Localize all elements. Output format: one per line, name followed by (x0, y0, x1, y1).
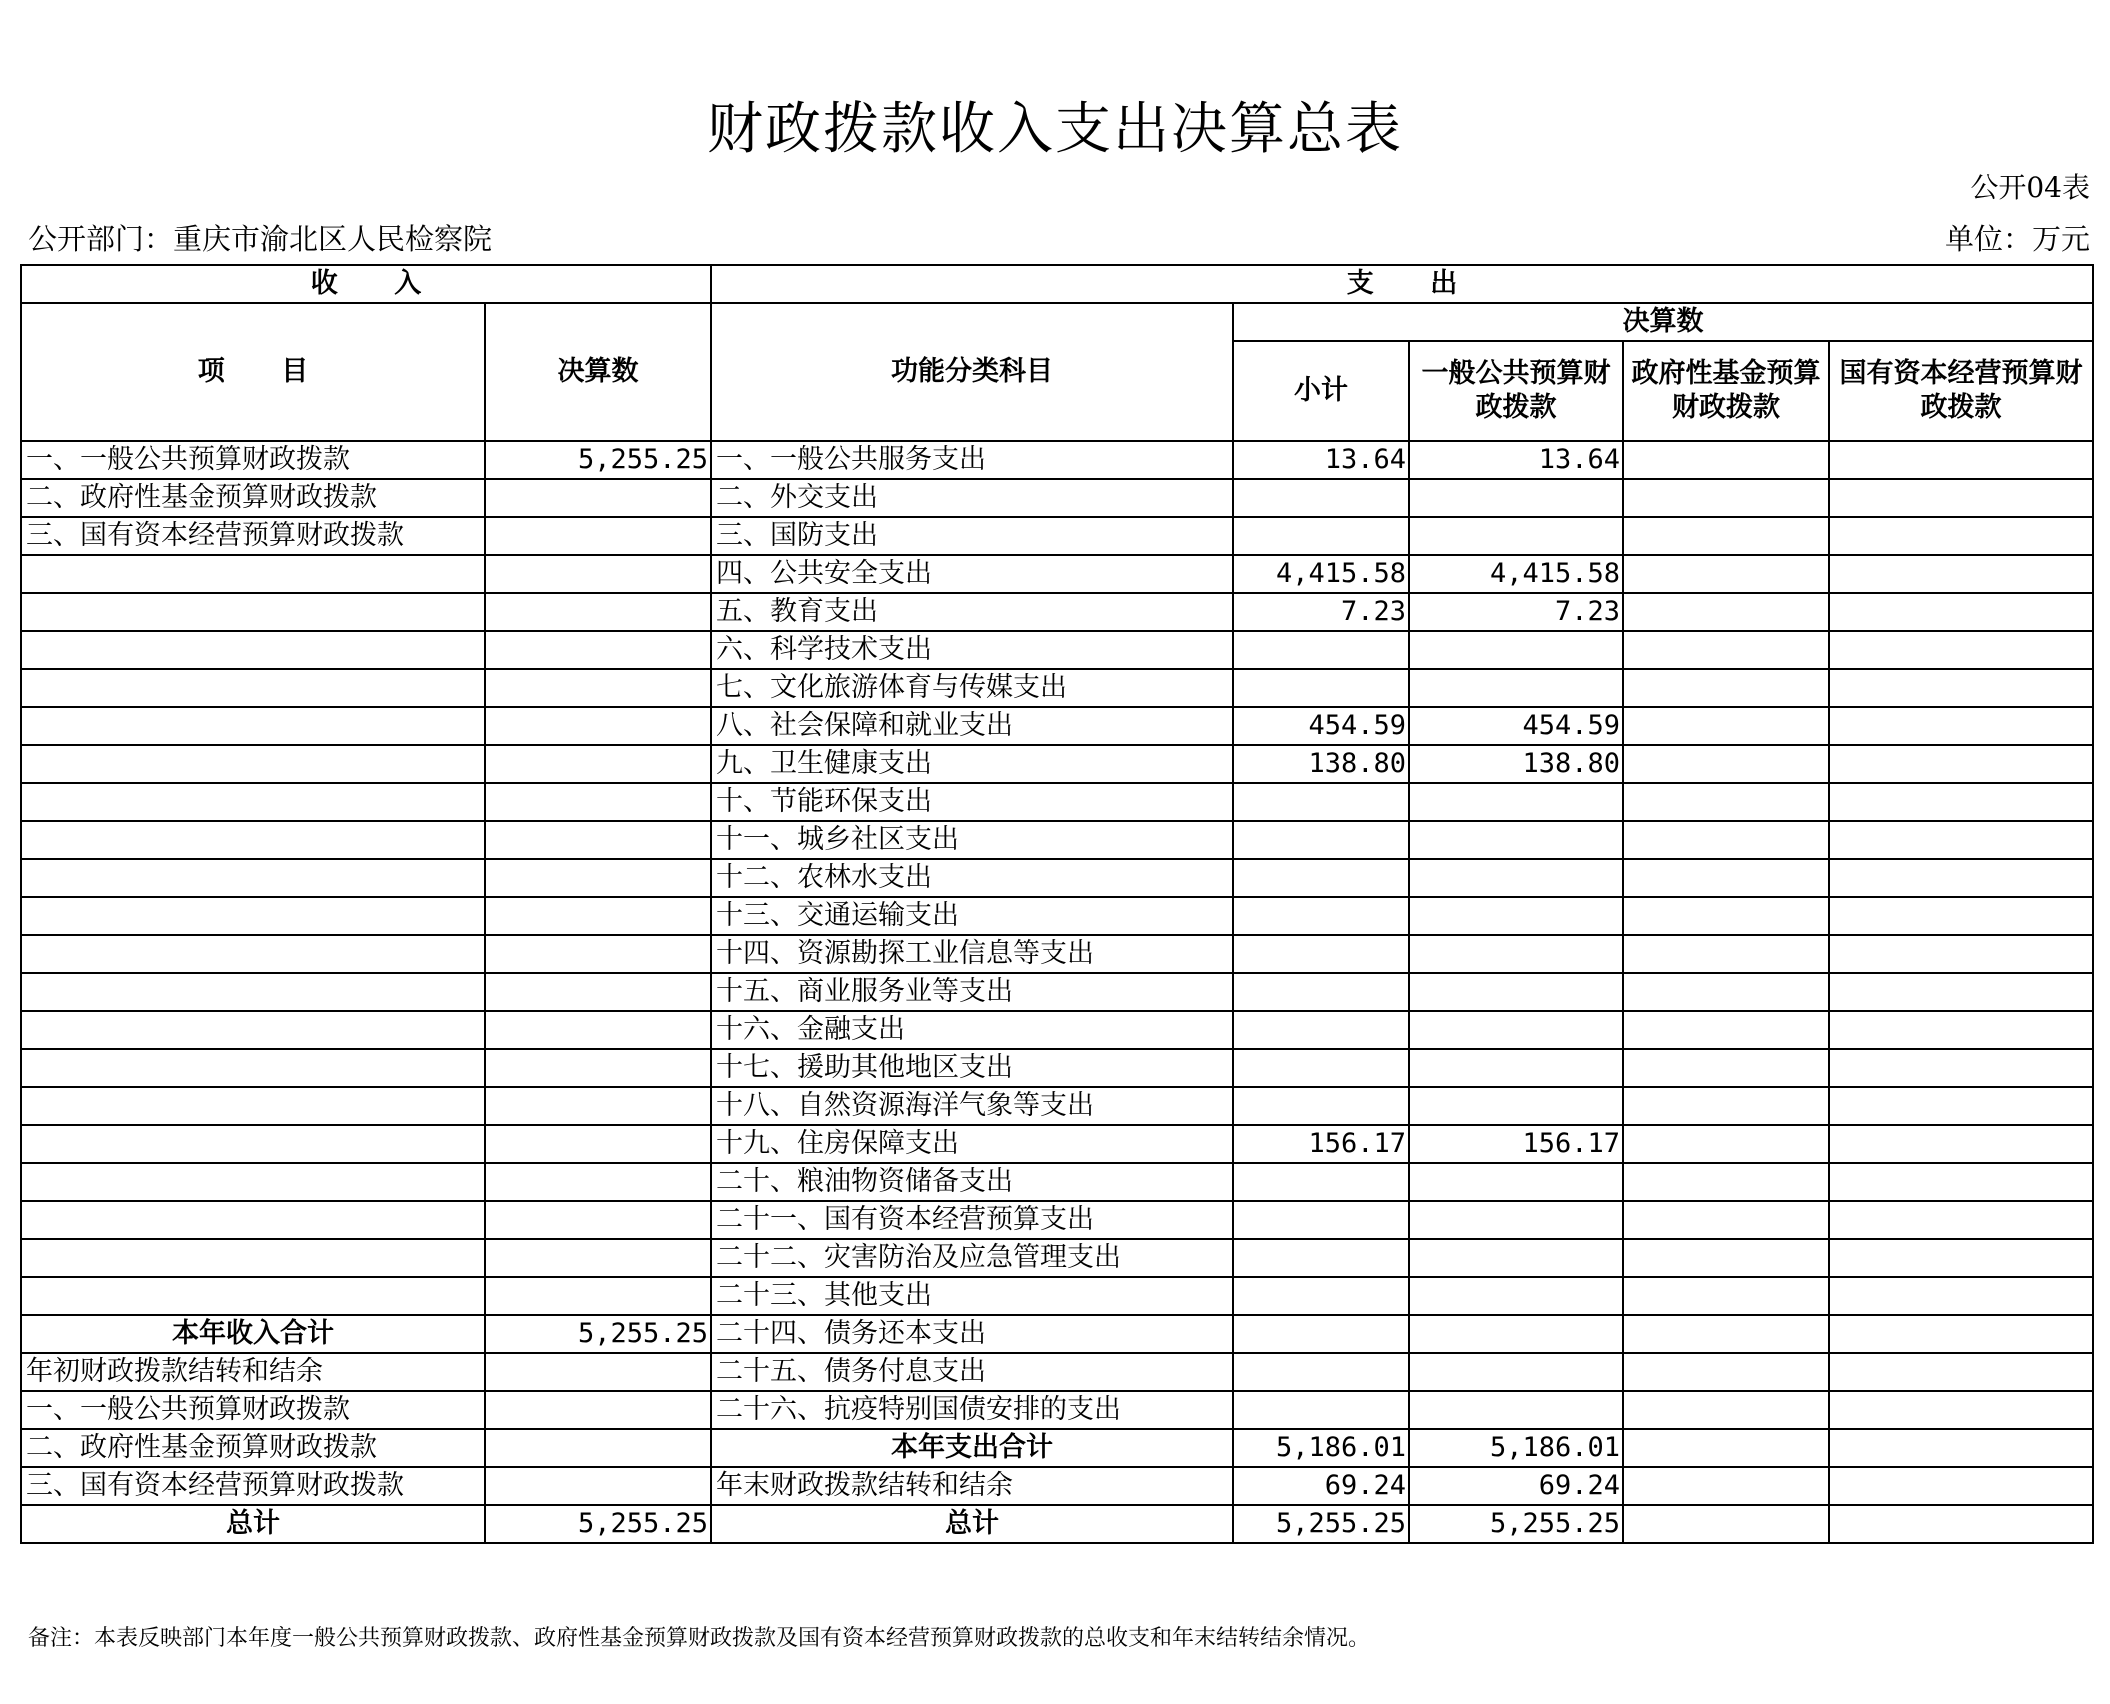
expense-item-cell: 十六、金融支出 (711, 1011, 1233, 1049)
income-amount-cell (485, 1467, 711, 1505)
income-item-cell (21, 973, 485, 1011)
general-budget-cell (1409, 1049, 1623, 1087)
table-row (21, 745, 2093, 783)
table-row (21, 517, 2093, 555)
table-row (21, 1315, 2093, 1353)
gov-fund-cell (1623, 555, 1829, 593)
unit-label: 单位：万元 (1944, 222, 2090, 256)
general-budget-cell: 13.64 (1409, 441, 1623, 479)
state-capital-header: 国有资本经营预算财政拨款 (1829, 341, 2093, 441)
expense-item-cell: 年末财政拨款结转和结余 (711, 1467, 1233, 1505)
expense-item-cell: 二十三、其他支出 (711, 1277, 1233, 1315)
gov-fund-cell (1623, 783, 1829, 821)
table-row (21, 631, 2093, 669)
state-capital-cell (1829, 1125, 2093, 1163)
subtotal-cell (1233, 859, 1409, 897)
income-item-cell (21, 745, 485, 783)
state-capital-cell (1829, 821, 2093, 859)
general-budget-header: 一般公共预算财政拨款 (1409, 341, 1623, 441)
income-item-cell (21, 897, 485, 935)
subtotal-cell: 4,415.58 (1233, 555, 1409, 593)
table-row (21, 1087, 2093, 1125)
income-item-cell (21, 1125, 485, 1163)
final-amount-header: 决算数 (1233, 303, 2093, 341)
expense-item-cell: 一、一般公共服务支出 (711, 441, 1233, 479)
general-budget-cell: 5,186.01 (1409, 1429, 1623, 1467)
income-header: 收 入 (21, 265, 711, 303)
state-capital-cell (1829, 745, 2093, 783)
state-capital-cell (1829, 1049, 2093, 1087)
subtotal-cell (1233, 1049, 1409, 1087)
income-amount-cell: 5,255.25 (485, 1505, 711, 1543)
gov-fund-cell (1623, 1315, 1829, 1353)
income-amount-cell (485, 935, 711, 973)
state-capital-cell (1829, 517, 2093, 555)
general-budget-cell (1409, 1239, 1623, 1277)
subtotal-cell (1233, 783, 1409, 821)
table-row (21, 1391, 2093, 1429)
subtotal-cell: 69.24 (1233, 1467, 1409, 1505)
income-item-cell (21, 783, 485, 821)
table-row (21, 1239, 2093, 1277)
general-budget-cell (1409, 973, 1623, 1011)
general-budget-cell (1409, 1353, 1623, 1391)
general-budget-cell: 156.17 (1409, 1125, 1623, 1163)
state-capital-cell (1829, 441, 2093, 479)
state-capital-cell (1829, 1467, 2093, 1505)
income-item-cell: 三、国有资本经营预算财政拨款 (21, 517, 485, 555)
subtotal-cell (1233, 973, 1409, 1011)
budget-table (20, 264, 2094, 1544)
subtotal-cell (1233, 1315, 1409, 1353)
expense-item-cell: 七、文化旅游体育与传媒支出 (711, 669, 1233, 707)
gov-fund-cell (1623, 1163, 1829, 1201)
income-item-cell (21, 859, 485, 897)
general-budget-cell: 454.59 (1409, 707, 1623, 745)
expense-item-cell: 二十、粮油物资储备支出 (711, 1163, 1233, 1201)
table-row (21, 1163, 2093, 1201)
income-amount-cell (485, 1201, 711, 1239)
expense-item-cell: 八、社会保障和就业支出 (711, 707, 1233, 745)
expense-item-cell: 十一、城乡社区支出 (711, 821, 1233, 859)
income-amount-cell (485, 669, 711, 707)
income-amount-cell (485, 593, 711, 631)
gov-fund-cell (1623, 441, 1829, 479)
expense-item-cell: 二十四、债务还本支出 (711, 1315, 1233, 1353)
income-amount-cell (485, 631, 711, 669)
gov-fund-cell (1623, 479, 1829, 517)
expense-item-cell: 九、卫生健康支出 (711, 745, 1233, 783)
subtotal-cell: 156.17 (1233, 1125, 1409, 1163)
income-amount-cell (485, 783, 711, 821)
gov-fund-cell (1623, 1201, 1829, 1239)
income-amount-cell (485, 1125, 711, 1163)
income-amount-cell (485, 1353, 711, 1391)
table-row (21, 441, 2093, 479)
income-item-cell: 二、政府性基金预算财政拨款 (21, 1429, 485, 1467)
state-capital-cell (1829, 479, 2093, 517)
general-budget-cell: 138.80 (1409, 745, 1623, 783)
gov-fund-header: 政府性基金预算财政拨款 (1623, 341, 1829, 441)
income-amount-cell (485, 1049, 711, 1087)
general-budget-cell (1409, 1315, 1623, 1353)
gov-fund-cell (1623, 1353, 1829, 1391)
state-capital-cell (1829, 631, 2093, 669)
state-capital-cell (1829, 1163, 2093, 1201)
income-item-cell (21, 555, 485, 593)
income-item-cell: 三、国有资本经营预算财政拨款 (21, 1467, 485, 1505)
subtotal-cell (1233, 1391, 1409, 1429)
table-row (21, 1049, 2093, 1087)
expense-item-cell: 本年支出合计 (711, 1429, 1233, 1467)
expense-item-cell: 六、科学技术支出 (711, 631, 1233, 669)
gov-fund-cell (1623, 1429, 1829, 1467)
gov-fund-cell (1623, 859, 1829, 897)
expense-item-cell: 二十一、国有资本经营预算支出 (711, 1201, 1233, 1239)
expense-item-cell: 十八、自然资源海洋气象等支出 (711, 1087, 1233, 1125)
expense-item-cell: 十四、资源勘探工业信息等支出 (711, 935, 1233, 973)
state-capital-cell (1829, 555, 2093, 593)
income-amount-cell (485, 897, 711, 935)
income-amount-cell (485, 821, 711, 859)
table-row (21, 1467, 2093, 1505)
expense-item-cell: 总计 (711, 1505, 1233, 1543)
expense-item-cell: 十七、援助其他地区支出 (711, 1049, 1233, 1087)
table-row (21, 897, 2093, 935)
expense-item-cell: 三、国防支出 (711, 517, 1233, 555)
gov-fund-cell (1623, 631, 1829, 669)
income-amount-cell (485, 1429, 711, 1467)
gov-fund-cell (1623, 745, 1829, 783)
item-header: 项 目 (21, 303, 485, 441)
general-budget-cell (1409, 897, 1623, 935)
income-item-cell: 年初财政拨款结转和结余 (21, 1353, 485, 1391)
general-budget-cell (1409, 631, 1623, 669)
gov-fund-cell (1623, 1011, 1829, 1049)
state-capital-cell (1829, 897, 2093, 935)
expense-item-cell: 二、外交支出 (711, 479, 1233, 517)
state-capital-cell (1829, 1505, 2093, 1543)
expense-item-cell: 十五、商业服务业等支出 (711, 973, 1233, 1011)
gov-fund-cell (1623, 1467, 1829, 1505)
gov-fund-cell (1623, 593, 1829, 631)
gov-fund-cell (1623, 1239, 1829, 1277)
table-row (21, 1011, 2093, 1049)
table-row (21, 973, 2093, 1011)
state-capital-cell (1829, 1315, 2093, 1353)
general-budget-cell (1409, 859, 1623, 897)
subtotal-cell: 454.59 (1233, 707, 1409, 745)
gov-fund-cell (1623, 897, 1829, 935)
subtotal-cell: 7.23 (1233, 593, 1409, 631)
state-capital-cell (1829, 859, 2093, 897)
income-item-cell: 一、一般公共预算财政拨款 (21, 441, 485, 479)
income-item-cell (21, 1011, 485, 1049)
subtotal-header: 小计 (1233, 341, 1409, 441)
footnote: 备注：本表反映部门本年度一般公共预算财政拨款、政府性基金预算财政拨款及国有资本经营预算财政拨款的总收支和年末结转结余情况。 (28, 1626, 1371, 1651)
income-item-cell (21, 707, 485, 745)
income-amount-cell (485, 555, 711, 593)
general-budget-cell (1409, 1087, 1623, 1125)
state-capital-cell (1829, 669, 2093, 707)
general-budget-cell (1409, 1011, 1623, 1049)
income-item-cell: 一、一般公共预算财政拨款 (21, 1391, 485, 1429)
subtotal-cell: 5,186.01 (1233, 1429, 1409, 1467)
state-capital-cell (1829, 593, 2093, 631)
state-capital-cell (1829, 1239, 2093, 1277)
general-budget-cell: 7.23 (1409, 593, 1623, 631)
expense-item-cell: 十二、农林水支出 (711, 859, 1233, 897)
income-amount-cell: 5,255.25 (485, 441, 711, 479)
gov-fund-cell (1623, 1087, 1829, 1125)
general-budget-cell (1409, 479, 1623, 517)
table-row (21, 783, 2093, 821)
subtotal-cell (1233, 1277, 1409, 1315)
expense-header: 支 出 (711, 265, 2093, 303)
state-capital-cell (1829, 1277, 2093, 1315)
income-amount-cell (485, 479, 711, 517)
general-budget-cell: 4,415.58 (1409, 555, 1623, 593)
gov-fund-cell (1623, 935, 1829, 973)
subtotal-cell (1233, 1239, 1409, 1277)
subtotal-cell (1233, 1163, 1409, 1201)
expense-item-cell: 四、公共安全支出 (711, 555, 1233, 593)
income-amount-cell: 5,255.25 (485, 1315, 711, 1353)
income-amount-cell (485, 973, 711, 1011)
table-row (21, 821, 2093, 859)
subtotal-cell (1233, 1201, 1409, 1239)
table-row (21, 1201, 2093, 1239)
income-amount-cell (485, 707, 711, 745)
subtotal-cell (1233, 821, 1409, 859)
income-amount-cell (485, 1087, 711, 1125)
general-budget-cell: 5,255.25 (1409, 1505, 1623, 1543)
department-label: 公开部门：重庆市渝北区人民检察院 (28, 222, 493, 256)
gov-fund-cell (1623, 707, 1829, 745)
gov-fund-cell (1623, 1505, 1829, 1543)
state-capital-cell (1829, 973, 2093, 1011)
gov-fund-cell (1623, 1049, 1829, 1087)
general-budget-cell (1409, 1201, 1623, 1239)
state-capital-cell (1829, 935, 2093, 973)
subtotal-cell (1233, 897, 1409, 935)
income-item-cell: 本年收入合计 (21, 1315, 485, 1353)
table-row (21, 707, 2093, 745)
income-item-cell: 总计 (21, 1505, 485, 1543)
expense-item-cell: 十、节能环保支出 (711, 783, 1233, 821)
page-title: 财政拨款收入支出决算总表 (707, 97, 1403, 162)
table-row (21, 1429, 2093, 1467)
income-amount-cell (485, 1277, 711, 1315)
general-budget-cell (1409, 1277, 1623, 1315)
income-item-cell (21, 631, 485, 669)
general-budget-cell (1409, 1163, 1623, 1201)
state-capital-cell (1829, 707, 2093, 745)
table-row (21, 1505, 2093, 1543)
subtotal-cell (1233, 669, 1409, 707)
expense-item-cell: 二十二、灾害防治及应急管理支出 (711, 1239, 1233, 1277)
subtotal-cell (1233, 631, 1409, 669)
expense-item-cell: 五、教育支出 (711, 593, 1233, 631)
expense-item-cell: 十九、住房保障支出 (711, 1125, 1233, 1163)
state-capital-cell (1829, 1429, 2093, 1467)
income-item-cell (21, 1239, 485, 1277)
table-row (21, 935, 2093, 973)
subtotal-cell (1233, 1353, 1409, 1391)
state-capital-cell (1829, 1201, 2093, 1239)
general-budget-cell (1409, 669, 1623, 707)
function-category-header: 功能分类科目 (711, 303, 1233, 441)
expense-item-cell: 二十五、债务付息支出 (711, 1353, 1233, 1391)
income-item-cell (21, 821, 485, 859)
expense-item-cell: 二十六、抗疫特别国债安排的支出 (711, 1391, 1233, 1429)
table-row (21, 1353, 2093, 1391)
form-code: 公开04表 (1970, 171, 2090, 204)
table-row (21, 1277, 2093, 1315)
income-item-cell (21, 1087, 485, 1125)
gov-fund-cell (1623, 1391, 1829, 1429)
income-item-cell (21, 593, 485, 631)
subtotal-cell (1233, 517, 1409, 555)
gov-fund-cell (1623, 821, 1829, 859)
general-budget-cell: 69.24 (1409, 1467, 1623, 1505)
general-budget-cell (1409, 821, 1623, 859)
state-capital-cell (1829, 783, 2093, 821)
income-amount-cell (485, 1391, 711, 1429)
income-item-cell (21, 1049, 485, 1087)
gov-fund-cell (1623, 1125, 1829, 1163)
general-budget-cell (1409, 517, 1623, 555)
income-amount-cell (485, 859, 711, 897)
gov-fund-cell (1623, 517, 1829, 555)
income-item-cell (21, 669, 485, 707)
income-amount-cell (485, 745, 711, 783)
table-row (21, 593, 2093, 631)
general-budget-cell (1409, 783, 1623, 821)
subtotal-cell (1233, 1087, 1409, 1125)
table-row (21, 1125, 2093, 1163)
subtotal-cell (1233, 935, 1409, 973)
income-item-cell (21, 1163, 485, 1201)
subtotal-cell: 5,255.25 (1233, 1505, 1409, 1543)
income-amount-cell (485, 517, 711, 555)
table-row (21, 669, 2093, 707)
income-item-cell: 二、政府性基金预算财政拨款 (21, 479, 485, 517)
subtotal-cell: 13.64 (1233, 441, 1409, 479)
income-item-cell (21, 1277, 485, 1315)
subtotal-cell: 138.80 (1233, 745, 1409, 783)
table-row (21, 555, 2093, 593)
state-capital-cell (1829, 1011, 2093, 1049)
state-capital-cell (1829, 1087, 2093, 1125)
amount-header: 决算数 (485, 303, 711, 441)
subtotal-cell (1233, 479, 1409, 517)
gov-fund-cell (1623, 1277, 1829, 1315)
table-row (21, 479, 2093, 517)
income-amount-cell (485, 1163, 711, 1201)
subtotal-cell (1233, 1011, 1409, 1049)
expense-item-cell: 十三、交通运输支出 (711, 897, 1233, 935)
table-row (21, 859, 2093, 897)
income-item-cell (21, 1201, 485, 1239)
general-budget-cell (1409, 1391, 1623, 1429)
income-amount-cell (485, 1239, 711, 1277)
income-amount-cell (485, 1011, 711, 1049)
state-capital-cell (1829, 1391, 2093, 1429)
income-item-cell (21, 935, 485, 973)
state-capital-cell (1829, 1353, 2093, 1391)
gov-fund-cell (1623, 973, 1829, 1011)
general-budget-cell (1409, 935, 1623, 973)
gov-fund-cell (1623, 669, 1829, 707)
